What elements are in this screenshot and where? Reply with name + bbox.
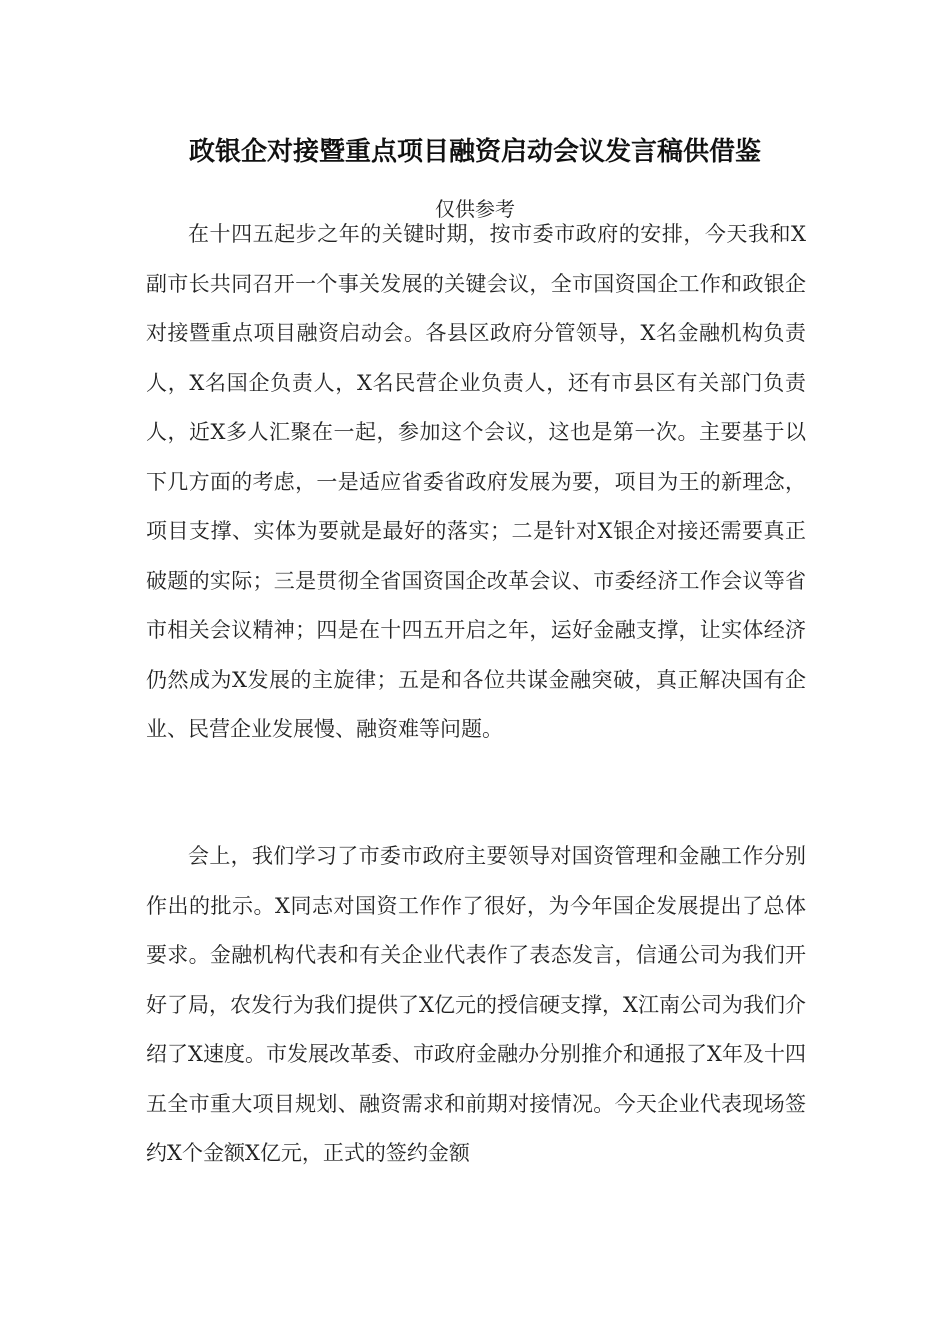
paragraph-1: 在十四五起步之年的关键时期，按市委市政府的安排，今天我和X副市长共同召开一个事关发展的关键会议，全市国资国企工作和政银企对接暨重点项目融资启动会。各县区政府分管领导，X名金融机构负责人，X名国企负责人，X名民营企业负责人，还有市县区有关部门负责人，近X多人汇聚在一起，参加这个会议，这也是第一次。主要基于以下几方面的考虑，一是适应省委省政府发展为要，项目为王的新理念，项目支撑、实体为要就是最好的落实；二是针对X银企对接还需要真正破题的实际；三是贯彻全省国资国企改革会议、市委经济工作会议等省市相关会议精神；四是在十四五开启之年，运好金融支撑，让实体经济仍然成为X发展的主旋律；五是和各位共谋金融突破，真正解决国有企业、民营企业发展慢、融资难等问题。 (146, 222, 806, 741)
document-title: 政银企对接暨重点项目融资启动会议发言稿供借鉴 (188, 137, 761, 167)
paragraph-2: 会上，我们学习了市委市政府主要领导对国资管理和金融工作分别作出的批示。X同志对国资工作作了很好，为今年国企发展提出了总体要求。金融机构代表和有关企业代表作了表态发言，信通公司为我们开好了局，农发行为我们提供了X亿元的授信硬支撑，X江南公司为我们介绍了X速度。市发展改革委、市政府金融办分别推介和通报了X年及十四五全市重大项目规划、融资需求和前期对接情况。今天企业代表现场签约X个金额X亿元，正式的签约金额 (146, 844, 806, 1165)
document-subtitle: 仅供参考 (435, 197, 515, 221)
